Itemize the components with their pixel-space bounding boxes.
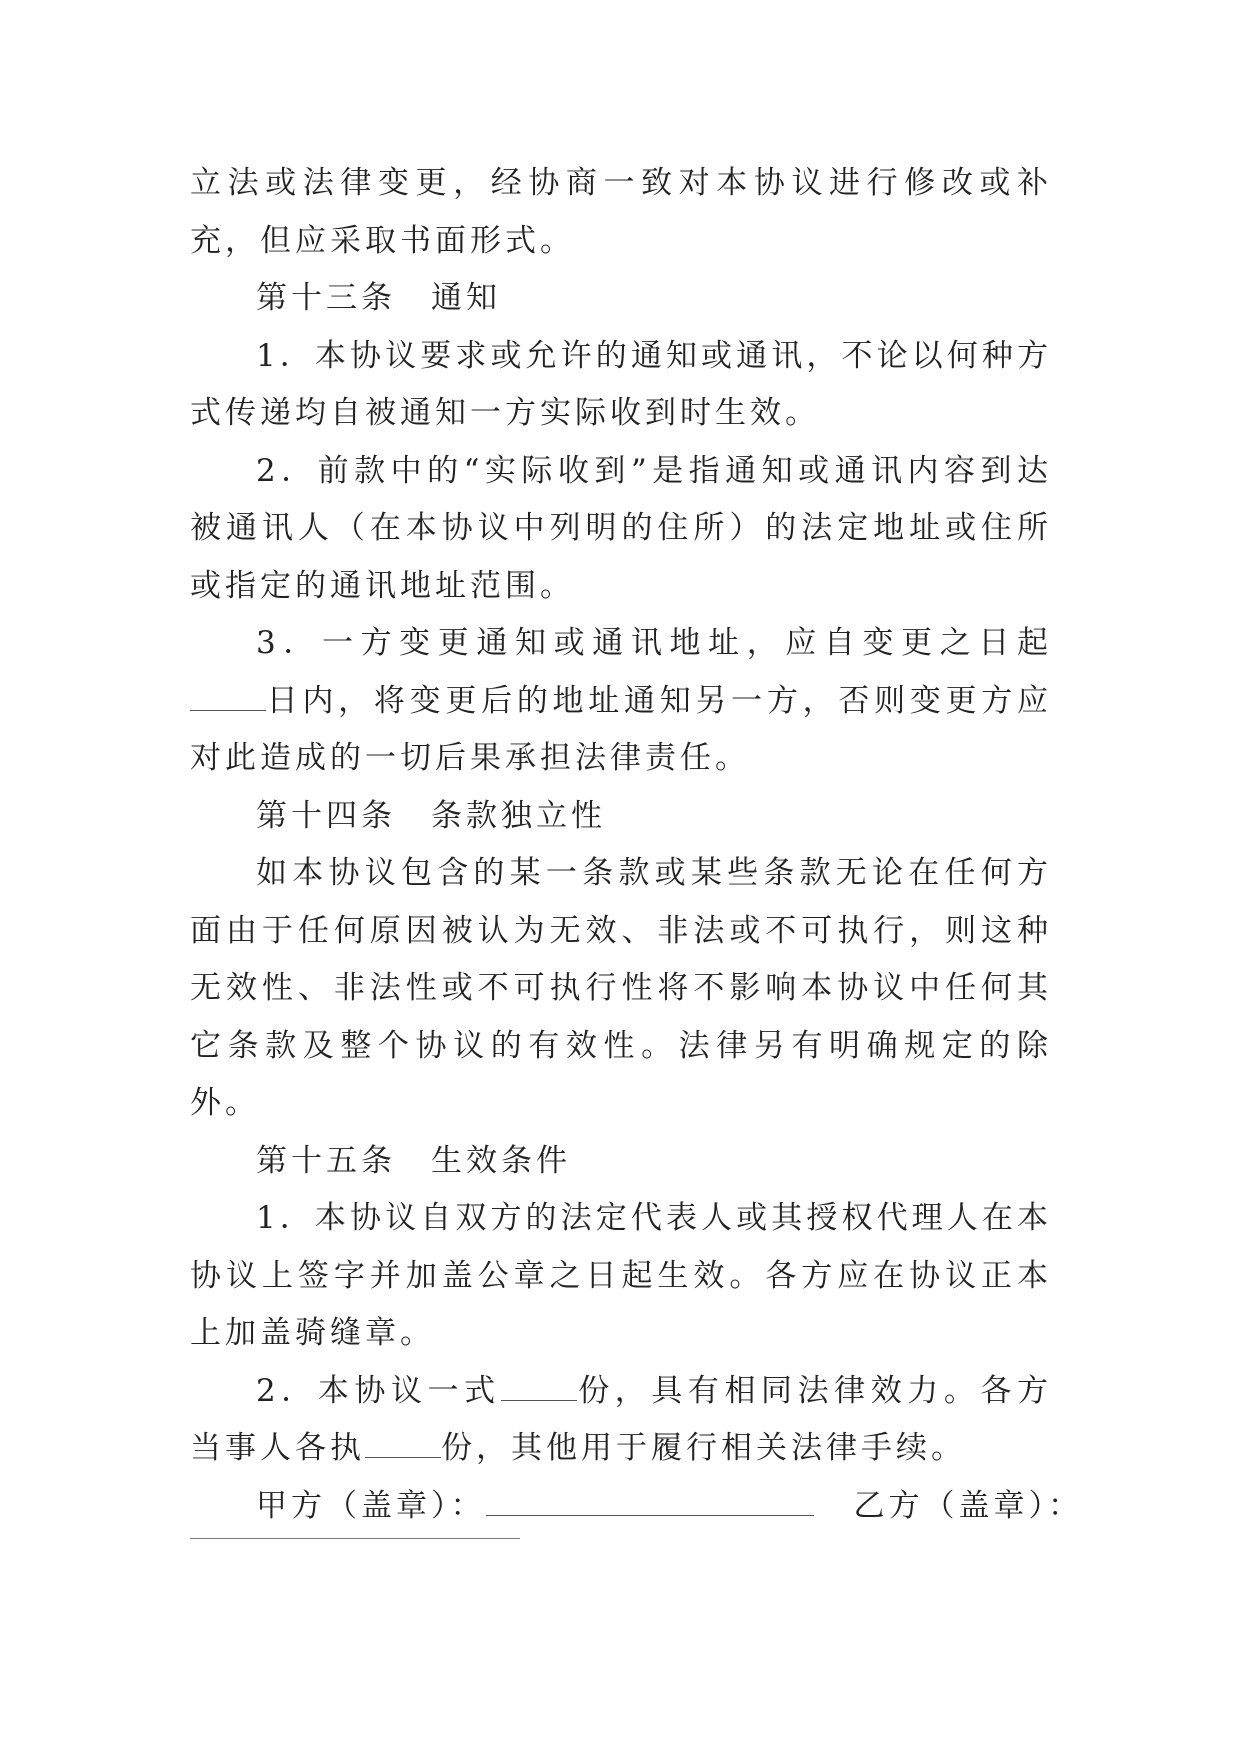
article-13-clause-3 <box>190 615 1052 788</box>
party-a-seal-blank <box>486 1487 814 1516</box>
clause-text: 2．前款中的“实际收到”是指通知或通讯内容到达被通讯人（在本协议中列明的住所）的法定地址或住所或指定的通讯地址范围。 <box>190 452 1052 604</box>
article-13-clause-2 <box>190 443 1052 616</box>
clause-text: 1．本协议自双方的法定代表人或其授权代理人在本协议上签字并加盖公章之日起生效。各方应在协议正本上加盖骑缝章。 <box>190 1200 1052 1351</box>
article-13-clause-1 <box>190 328 1052 443</box>
party-b-seal-label: 乙方（盖章）： <box>853 1487 1083 1524</box>
clause-text: 日内，将变更后的地址通知另一方，否则变更方应对此造成的一切后果承担法律责任。 <box>190 682 1052 776</box>
clause-text: 3．一方变更通知或通讯地址，应自变更之日起 <box>256 625 1052 661</box>
days-blank <box>190 682 266 711</box>
document-body <box>190 155 1083 1535</box>
article-15-clause-2 <box>190 1363 1052 1478</box>
paragraph-continuation <box>190 155 1052 270</box>
paragraph-text: 立法或法律变更，经协商一致对本协议进行修改或补充，但应采取书面形式。 <box>190 165 1052 259</box>
article-15-clause-1 <box>190 1190 1052 1363</box>
party-b-seal-blank <box>190 1538 520 1539</box>
heading-text: 第十四条 条款独立性 <box>256 797 606 834</box>
clause-text: 份，其他用于履行相关法律手续。 <box>441 1430 966 1466</box>
heading-text: 第十三条 通知 <box>256 280 501 316</box>
article-15-heading <box>190 1133 1052 1191</box>
clause-text: 如本协议包含的某一条款或某些条款无论在任何方面由于任何原因被认为无效、非法或不可执行，则这种无效性、非法性或不可执行性将不影响本协议中任何其它条款及整个协议的有效性。法律另有明确规定的除外。 <box>190 855 1052 1121</box>
clause-text: 2．本协议一式 <box>256 1372 501 1409</box>
party-a-seal-label: 甲方（盖章）： <box>256 1487 486 1524</box>
clause-text: 份，具有相同法律效力。各方当事人各执 <box>190 1372 1052 1466</box>
article-14-heading <box>190 788 1052 846</box>
heading-text: 第十五条 生效条件 <box>256 1142 571 1179</box>
copies-each-blank <box>365 1429 441 1458</box>
clause-text: 1．本协议要求或允许的通知或通讯，不论以何种方式传递均自被通知一方实际收到时生效。 <box>190 337 1052 431</box>
article-14-body <box>190 845 1052 1133</box>
copies-blank <box>501 1372 577 1401</box>
signature-line <box>190 1478 1083 1536</box>
article-13-heading <box>190 270 1052 328</box>
